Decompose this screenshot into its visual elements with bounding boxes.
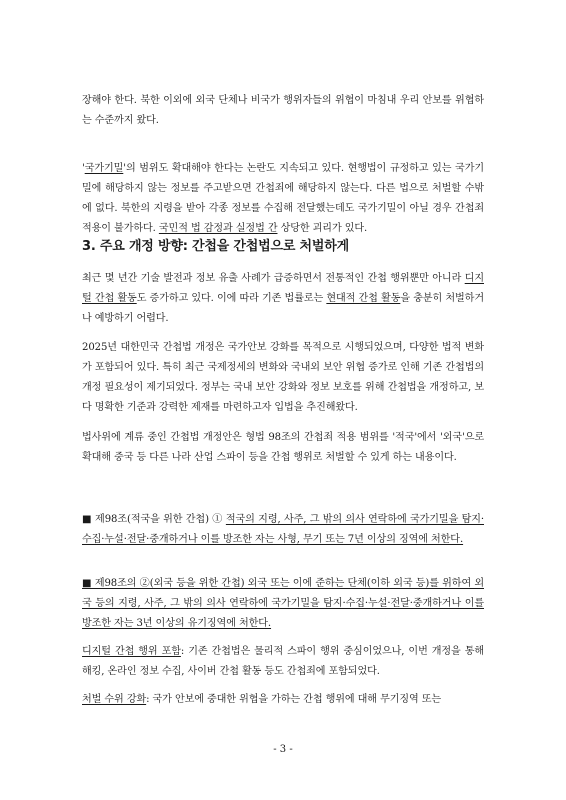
paragraph-2025-amendment [82,338,484,418]
paragraph-stronger-penalty [82,690,484,710]
paragraph-text: 법사위에 계류 중인 간첩법 개정안은 형법 98조의 간첩죄 적용 범위를 '적국'에서 '외국'으로 확대해 중국 등 다른 나라 산업 스파이 등을 간첩 행위로 처벌할 수 있게 하는 내용이다. [82,432,484,463]
paragraph-threat-level [82,91,484,131]
text-run: : 국가 안보에 중대한 위협을 가하는 간첩 행위에 대해 무기징역 또는 [146,694,442,705]
text-run: 상당한 괴리가 있다. [277,223,368,234]
underlined-term-modern-espionage: 현대적 간첩 활동 [326,293,401,304]
underlined-term-digital-espionage: 디지털 간첩 활동 [82,273,484,304]
underlined-clause-text: ■ 제98조의 ②(외국 등을 위한 간첩) 외국 또는 이에 준하는 단체(이하 외국 등)를 위하여 외국 등의 지령, 사주, 그 밖의 의사 연락하에 국가기밀을 탐지·수집·누설·전달·중개하거나 이를 방조한 자는 3년 이상의 유기징역에 처한다. [82,578,484,629]
text-run: 최근 몇 년간 기술 발전과 정보 유출 사례가 급증하면서 전통적인 간첩 행위뿐만 아니라 [82,273,465,284]
underlined-term-stronger-penalty: 처벌 수위 강화 [82,694,147,705]
text-run: '의 범위도 확대해야 한다는 논란도 지속되고 있다. 현행법이 규정하고 있는 국가기밀에 해당하지 않는 정보를 주고받으면 간첩죄에 해당하지 않는다. 다른 법으로 처벌할 수밖에 없다. 북한의 지령을 받아 각종 정보를 수집해 전달했는데도 국가기밀이 아닐 경우 간첩죄 적용이 불가하다. [82,163,484,234]
underlined-clause-text: 적국의 지령, 사주, 그 밖의 의사 연락하에 국가기밀을 탐지·수집·누설·전달·중개하거나 이를 방조한 자는 사형, 무기 또는 7년 이상의 징역에 처한다. [82,514,484,545]
paragraph-state-secret-scope [82,159,484,239]
page-number: - 3 - [273,744,293,755]
text-run: : 기존 간첩법은 물리적 스파이 행위 중심이었으나, 이번 개정을 통해 해킹, 온라인 정보 수집, 사이버 간첩 활동 등도 간첩죄에 포함되었다. [82,646,485,677]
paragraph-digital-espionage [82,269,484,329]
text-run: ' [82,163,85,174]
article-98-2-clause [82,574,484,634]
underlined-term-state-secret: 국가기밀 [84,163,124,174]
paragraph-pending-bill [82,428,484,468]
paragraph-digital-inclusion [82,642,484,682]
text-run: ■ 제98조(적국을 위한 간첩) ① [82,514,226,525]
paragraph-text: 2025년 대한민국 간첩법 개정은 국가안보 강화를 목적으로 시행되었으며, 다양한 법적 변화가 포함되어 있다. 특히 최근 국제정세의 변화와 국내외 보안 위협 증가로 인해 기존 간첩법의 개정 필요성이 제기되었다. 정부는 국내 보안 강화와 정보 보호를 위해 간첩법을 개정하고, 보다 명확한 기준과 강력한 제재를 마련하고자 입법을 추진해왔다. [82,342,484,413]
text-run: 도 증가하고 있다. 이에 따라 기존 법률로는 [136,293,327,304]
underlined-phrase-legal-gap: 국민적 법 감정과 실정법 간 [158,223,278,234]
text-run: 을 충분히 처벌하거나 예방하기 어렵다. [82,293,484,324]
section-heading: 3. 주요 개정 방향: 간첩을 간첩법으로 처벌하게 [82,239,349,254]
article-98-clause [82,510,484,550]
underlined-term-digital-inclusion: 디지털 간첩 행위 포함 [82,646,181,657]
paragraph-text: 장해야 한다. 북한 이외에 외국 단체나 비국가 행위자들의 위협이 마침내 우리 안보를 위협하는 수준까지 왔다. [82,95,484,126]
